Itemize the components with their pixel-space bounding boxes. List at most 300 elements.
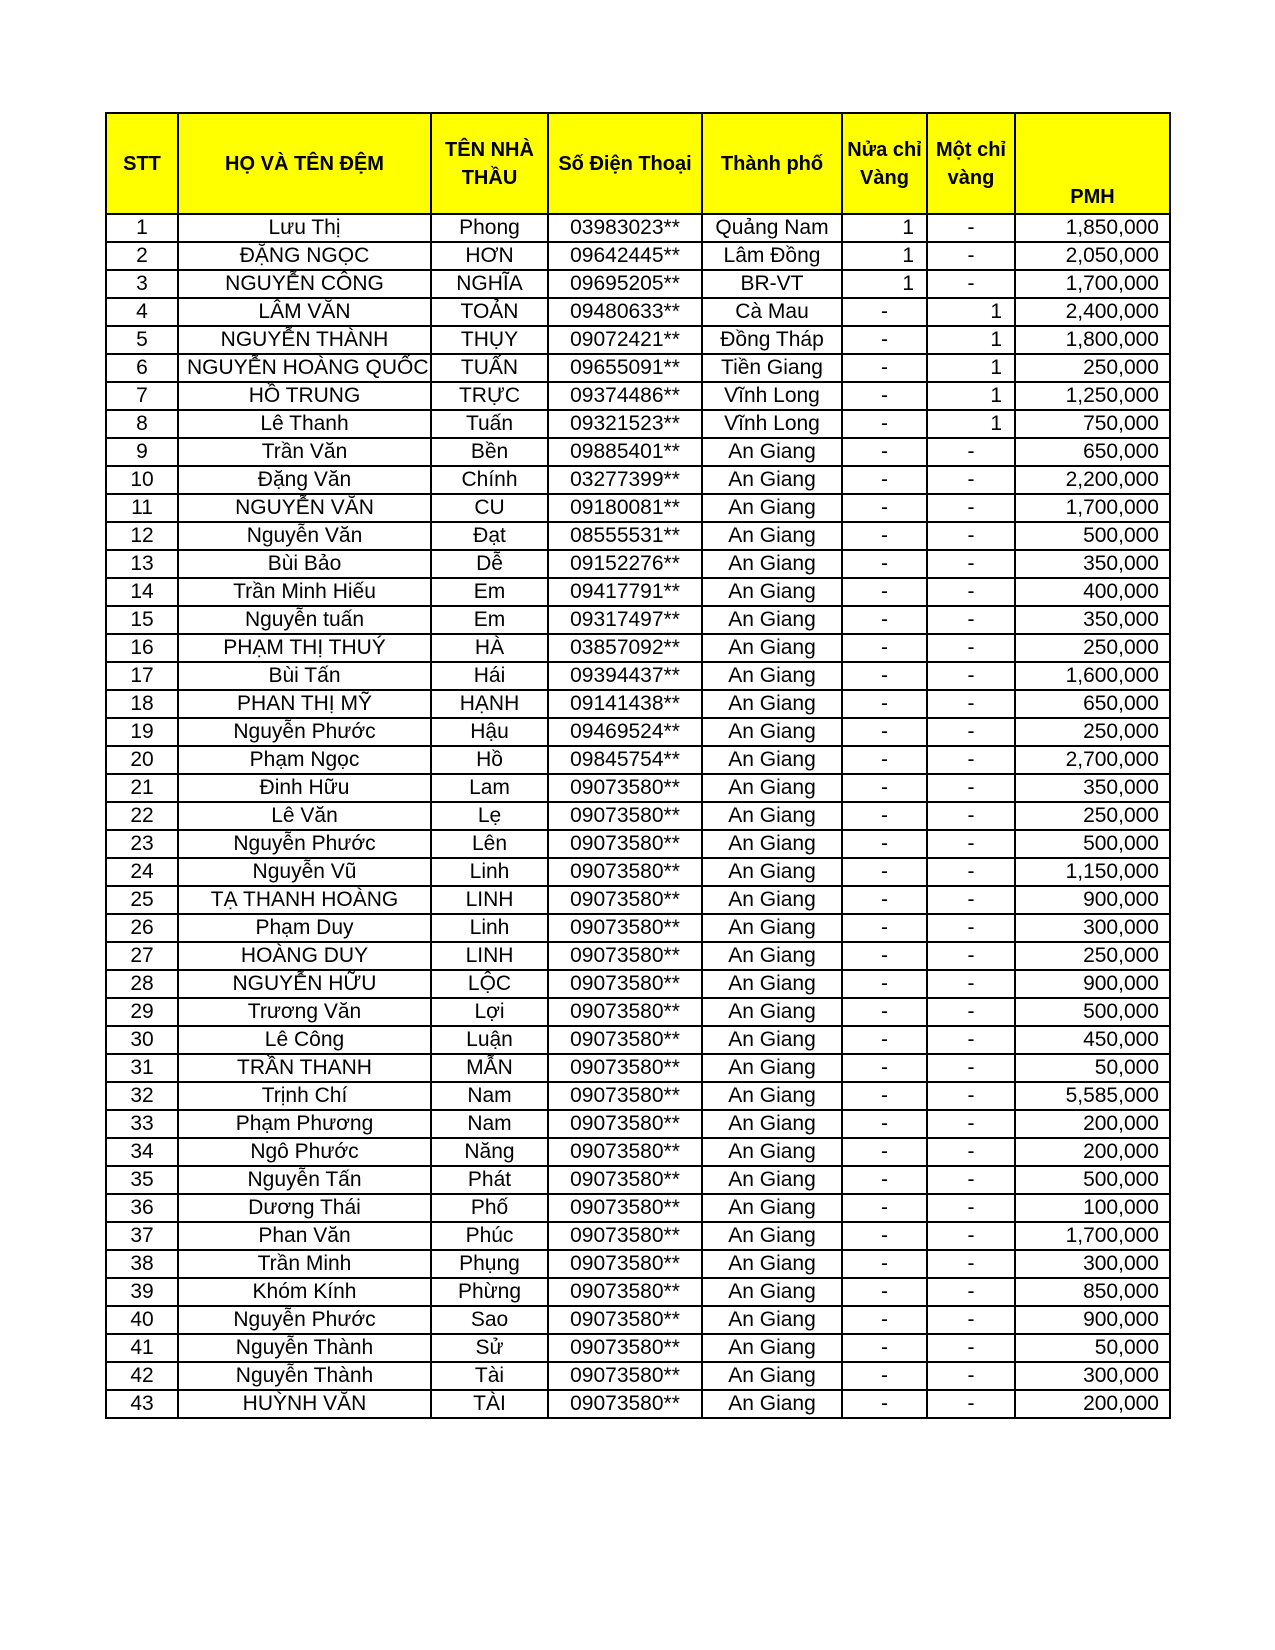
- cell-contractor: Linh: [431, 858, 548, 886]
- cell-half-gold: -: [842, 1306, 927, 1334]
- cell-one-gold: -: [927, 522, 1015, 550]
- cell-phone: 09885401**: [548, 438, 702, 466]
- cell-stt: 27: [106, 942, 178, 970]
- cell-half-gold: -: [842, 438, 927, 466]
- cell-city: An Giang: [702, 1082, 842, 1110]
- cell-half-gold: -: [842, 1026, 927, 1054]
- cell-phone: 09321523**: [548, 410, 702, 438]
- cell-name: Khóm Kính: [178, 1278, 431, 1306]
- cell-pmh: 2,700,000: [1015, 746, 1170, 774]
- table-row: [106, 578, 1170, 606]
- cell-city: An Giang: [702, 438, 842, 466]
- cell-pmh: 300,000: [1015, 1362, 1170, 1390]
- cell-contractor: Em: [431, 606, 548, 634]
- cell-city: An Giang: [702, 998, 842, 1026]
- cell-city: Đồng Tháp: [702, 326, 842, 354]
- cell-name: Trần Minh: [178, 1250, 431, 1278]
- cell-stt: 7: [106, 382, 178, 410]
- cell-phone: 09073580**: [548, 1278, 702, 1306]
- cell-contractor: Nam: [431, 1110, 548, 1138]
- cell-half-gold: -: [842, 1138, 927, 1166]
- cell-stt: 28: [106, 970, 178, 998]
- cell-pmh: 350,000: [1015, 550, 1170, 578]
- cell-city: An Giang: [702, 1222, 842, 1250]
- cell-pmh: 250,000: [1015, 802, 1170, 830]
- table-row: [106, 298, 1170, 326]
- table-row: [106, 858, 1170, 886]
- cell-city: An Giang: [702, 522, 842, 550]
- cell-pmh: 50,000: [1015, 1054, 1170, 1082]
- cell-half-gold: -: [842, 1362, 927, 1390]
- cell-city: An Giang: [702, 1362, 842, 1390]
- table-row: [106, 1082, 1170, 1110]
- cell-city: Cà Mau: [702, 298, 842, 326]
- cell-city: An Giang: [702, 550, 842, 578]
- table-row: [106, 830, 1170, 858]
- cell-half-gold: -: [842, 410, 927, 438]
- cell-name: PHẠM THỊ THUÝ: [178, 634, 431, 662]
- cell-phone: 09073580**: [548, 802, 702, 830]
- cell-city: An Giang: [702, 1390, 842, 1418]
- cell-half-gold: -: [842, 634, 927, 662]
- cell-city: An Giang: [702, 914, 842, 942]
- table-row: [106, 1194, 1170, 1222]
- table-row: [106, 550, 1170, 578]
- cell-contractor: Phố: [431, 1194, 548, 1222]
- cell-phone: 09073580**: [548, 858, 702, 886]
- cell-one-gold: -: [927, 1362, 1015, 1390]
- cell-contractor: Luận: [431, 1026, 548, 1054]
- table-row: [106, 438, 1170, 466]
- cell-name: Nguyễn Thành: [178, 1362, 431, 1390]
- cell-pmh: 100,000: [1015, 1194, 1170, 1222]
- cell-stt: 35: [106, 1166, 178, 1194]
- cell-one-gold: -: [927, 858, 1015, 886]
- cell-phone: 09073580**: [548, 1138, 702, 1166]
- cell-one-gold: -: [927, 634, 1015, 662]
- cell-one-gold: -: [927, 438, 1015, 466]
- cell-name: NGUYỄN VĂN: [178, 494, 431, 522]
- cell-name: Trương Văn: [178, 998, 431, 1026]
- cell-name: HUỲNH VĂN: [178, 1390, 431, 1418]
- cell-stt: 23: [106, 830, 178, 858]
- cell-contractor: Nam: [431, 1082, 548, 1110]
- cell-pmh: 1,700,000: [1015, 1222, 1170, 1250]
- cell-city: An Giang: [702, 1138, 842, 1166]
- cell-one-gold: -: [927, 802, 1015, 830]
- table-row: [106, 522, 1170, 550]
- cell-stt: 36: [106, 1194, 178, 1222]
- cell-contractor: MẪN: [431, 1054, 548, 1082]
- cell-contractor: Năng: [431, 1138, 548, 1166]
- cell-contractor: HÀ: [431, 634, 548, 662]
- cell-pmh: 500,000: [1015, 1166, 1170, 1194]
- cell-pmh: 200,000: [1015, 1390, 1170, 1418]
- cell-one-gold: -: [927, 1222, 1015, 1250]
- cell-contractor: Bền: [431, 438, 548, 466]
- cell-one-gold: -: [927, 1334, 1015, 1362]
- cell-one-gold: -: [927, 270, 1015, 298]
- cell-name: Trần Văn: [178, 438, 431, 466]
- cell-pmh: 250,000: [1015, 942, 1170, 970]
- cell-contractor: NGHĨA: [431, 270, 548, 298]
- cell-stt: 32: [106, 1082, 178, 1110]
- cell-city: Lâm Đồng: [702, 242, 842, 270]
- cell-stt: 17: [106, 662, 178, 690]
- cell-name: Phạm Phương: [178, 1110, 431, 1138]
- cell-city: An Giang: [702, 662, 842, 690]
- cell-contractor: Tài: [431, 1362, 548, 1390]
- cell-name: Lê Văn: [178, 802, 431, 830]
- cell-one-gold: -: [927, 214, 1015, 242]
- cell-half-gold: -: [842, 466, 927, 494]
- cell-phone: 09655091**: [548, 354, 702, 382]
- cell-city: An Giang: [702, 942, 842, 970]
- cell-phone: 09642445**: [548, 242, 702, 270]
- cell-stt: 21: [106, 774, 178, 802]
- cell-half-gold: -: [842, 1082, 927, 1110]
- table-row: [106, 774, 1170, 802]
- header-city: Thành phố: [702, 113, 842, 214]
- cell-name: Trịnh Chí: [178, 1082, 431, 1110]
- cell-phone: 09073580**: [548, 774, 702, 802]
- cell-name: Lưu Thị: [178, 214, 431, 242]
- cell-phone: 03857092**: [548, 634, 702, 662]
- cell-contractor: HƠN: [431, 242, 548, 270]
- table-row: [106, 242, 1170, 270]
- cell-pmh: 650,000: [1015, 690, 1170, 718]
- cell-half-gold: -: [842, 662, 927, 690]
- table-row: [106, 1278, 1170, 1306]
- cell-one-gold: -: [927, 1026, 1015, 1054]
- cell-name: Phan Văn: [178, 1222, 431, 1250]
- cell-half-gold: 1: [842, 270, 927, 298]
- cell-phone: 09141438**: [548, 690, 702, 718]
- cell-name: Nguyễn Vũ: [178, 858, 431, 886]
- cell-one-gold: -: [927, 466, 1015, 494]
- cell-pmh: 450,000: [1015, 1026, 1170, 1054]
- cell-phone: 09073580**: [548, 970, 702, 998]
- cell-name: Nguyễn Tấn: [178, 1166, 431, 1194]
- cell-half-gold: -: [842, 942, 927, 970]
- cell-stt: 13: [106, 550, 178, 578]
- cell-phone: 09374486**: [548, 382, 702, 410]
- cell-half-gold: -: [842, 1222, 927, 1250]
- cell-contractor: Tuấn: [431, 410, 548, 438]
- cell-half-gold: -: [842, 774, 927, 802]
- cell-phone: 09073580**: [548, 998, 702, 1026]
- cell-phone: 09073580**: [548, 830, 702, 858]
- cell-pmh: 1,150,000: [1015, 858, 1170, 886]
- table-row: [106, 914, 1170, 942]
- cell-contractor: Sao: [431, 1306, 548, 1334]
- header-phone: Số Điện Thoại: [548, 113, 702, 214]
- cell-name: Dương Thái: [178, 1194, 431, 1222]
- cell-pmh: 2,200,000: [1015, 466, 1170, 494]
- cell-city: Quảng Nam: [702, 214, 842, 242]
- table-row: [106, 970, 1170, 998]
- cell-one-gold: -: [927, 970, 1015, 998]
- cell-pmh: 900,000: [1015, 1306, 1170, 1334]
- cell-city: Tiền Giang: [702, 354, 842, 382]
- cell-name: ĐẶNG NGỌC: [178, 242, 431, 270]
- table-row: [106, 1026, 1170, 1054]
- cell-contractor: Phừng: [431, 1278, 548, 1306]
- cell-pmh: 1,600,000: [1015, 662, 1170, 690]
- table-row: [106, 466, 1170, 494]
- cell-pmh: 300,000: [1015, 1250, 1170, 1278]
- cell-stt: 16: [106, 634, 178, 662]
- cell-one-gold: -: [927, 1054, 1015, 1082]
- cell-one-gold: -: [927, 662, 1015, 690]
- cell-half-gold: -: [842, 1194, 927, 1222]
- cell-stt: 42: [106, 1362, 178, 1390]
- cell-one-gold: -: [927, 998, 1015, 1026]
- cell-phone: 09417791**: [548, 578, 702, 606]
- cell-stt: 26: [106, 914, 178, 942]
- cell-contractor: Phúc: [431, 1222, 548, 1250]
- cell-half-gold: -: [842, 914, 927, 942]
- cell-name: NGUYỄN HOÀNG QUỐC: [178, 354, 431, 382]
- cell-stt: 3: [106, 270, 178, 298]
- cell-name: Nguyễn tuấn: [178, 606, 431, 634]
- cell-name: Lê Thanh: [178, 410, 431, 438]
- cell-city: An Giang: [702, 858, 842, 886]
- cell-phone: 09073580**: [548, 1334, 702, 1362]
- cell-name: Lê Công: [178, 1026, 431, 1054]
- cell-phone: 09073580**: [548, 942, 702, 970]
- cell-phone: 09394437**: [548, 662, 702, 690]
- cell-name: Đinh Hữu: [178, 774, 431, 802]
- cell-half-gold: -: [842, 1110, 927, 1138]
- cell-phone: 03277399**: [548, 466, 702, 494]
- cell-city: An Giang: [702, 1334, 842, 1362]
- cell-stt: 31: [106, 1054, 178, 1082]
- cell-phone: 09073580**: [548, 1110, 702, 1138]
- table-row: [106, 1250, 1170, 1278]
- table-row: [106, 410, 1170, 438]
- cell-city: An Giang: [702, 1194, 842, 1222]
- table-row: [106, 214, 1170, 242]
- cell-half-gold: -: [842, 998, 927, 1026]
- table-row: [106, 382, 1170, 410]
- cell-one-gold: -: [927, 1278, 1015, 1306]
- cell-pmh: 750,000: [1015, 410, 1170, 438]
- cell-half-gold: -: [842, 606, 927, 634]
- cell-contractor: TUẤN: [431, 354, 548, 382]
- cell-city: An Giang: [702, 802, 842, 830]
- cell-stt: 1: [106, 214, 178, 242]
- cell-city: An Giang: [702, 1054, 842, 1082]
- header-stt: STT: [106, 113, 178, 214]
- cell-one-gold: 1: [927, 382, 1015, 410]
- table-row: [106, 998, 1170, 1026]
- cell-half-gold: -: [842, 830, 927, 858]
- cell-phone: 09072421**: [548, 326, 702, 354]
- cell-contractor: Chính: [431, 466, 548, 494]
- cell-city: Vĩnh Long: [702, 382, 842, 410]
- header-half-gold: Nửa chỉ Vàng: [842, 113, 927, 214]
- cell-stt: 9: [106, 438, 178, 466]
- cell-contractor: Phát: [431, 1166, 548, 1194]
- cell-one-gold: -: [927, 1306, 1015, 1334]
- table-row: [106, 270, 1170, 298]
- cell-city: An Giang: [702, 746, 842, 774]
- cell-one-gold: -: [927, 494, 1015, 522]
- cell-stt: 12: [106, 522, 178, 550]
- cell-contractor: LỘC: [431, 970, 548, 998]
- cell-phone: 09073580**: [548, 1166, 702, 1194]
- cell-name: TRẦN THANH: [178, 1054, 431, 1082]
- cell-city: An Giang: [702, 830, 842, 858]
- cell-stt: 30: [106, 1026, 178, 1054]
- cell-phone: 09073580**: [548, 1082, 702, 1110]
- cell-one-gold: -: [927, 774, 1015, 802]
- cell-one-gold: -: [927, 886, 1015, 914]
- cell-half-gold: -: [842, 298, 927, 326]
- cell-half-gold: 1: [842, 242, 927, 270]
- cell-one-gold: -: [927, 914, 1015, 942]
- cell-pmh: 2,400,000: [1015, 298, 1170, 326]
- cell-phone: 03983023**: [548, 214, 702, 242]
- table-row: [106, 494, 1170, 522]
- cell-contractor: TRỰC: [431, 382, 548, 410]
- cell-phone: 09845754**: [548, 746, 702, 774]
- cell-stt: 20: [106, 746, 178, 774]
- cell-one-gold: -: [927, 718, 1015, 746]
- header-one-gold: Một chỉ vàng: [927, 113, 1015, 214]
- table-row: [106, 606, 1170, 634]
- cell-city: An Giang: [702, 1250, 842, 1278]
- cell-stt: 39: [106, 1278, 178, 1306]
- cell-half-gold: -: [842, 578, 927, 606]
- cell-half-gold: -: [842, 690, 927, 718]
- cell-city: An Giang: [702, 690, 842, 718]
- cell-pmh: 1,700,000: [1015, 494, 1170, 522]
- cell-stt: 10: [106, 466, 178, 494]
- table-row: [106, 1054, 1170, 1082]
- cell-pmh: 2,050,000: [1015, 242, 1170, 270]
- cell-name: LÂM VĂN: [178, 298, 431, 326]
- cell-stt: 22: [106, 802, 178, 830]
- cell-name: Đặng Văn: [178, 466, 431, 494]
- cell-stt: 15: [106, 606, 178, 634]
- cell-phone: 09073580**: [548, 1250, 702, 1278]
- cell-stt: 40: [106, 1306, 178, 1334]
- cell-half-gold: -: [842, 1334, 927, 1362]
- cell-stt: 37: [106, 1222, 178, 1250]
- cell-half-gold: -: [842, 1166, 927, 1194]
- cell-one-gold: -: [927, 1138, 1015, 1166]
- cell-phone: 09695205**: [548, 270, 702, 298]
- cell-contractor: Lam: [431, 774, 548, 802]
- cell-one-gold: -: [927, 578, 1015, 606]
- winners-table: [105, 112, 1171, 1419]
- cell-contractor: Hái: [431, 662, 548, 690]
- cell-stt: 6: [106, 354, 178, 382]
- cell-one-gold: -: [927, 242, 1015, 270]
- cell-one-gold: 1: [927, 410, 1015, 438]
- cell-half-gold: -: [842, 970, 927, 998]
- table-row: [106, 634, 1170, 662]
- cell-city: An Giang: [702, 1110, 842, 1138]
- header-contractor: TÊN NHÀ THẦU: [431, 113, 548, 214]
- cell-one-gold: 1: [927, 354, 1015, 382]
- cell-city: An Giang: [702, 578, 842, 606]
- cell-city: An Giang: [702, 606, 842, 634]
- cell-pmh: 250,000: [1015, 634, 1170, 662]
- cell-one-gold: -: [927, 550, 1015, 578]
- cell-pmh: 500,000: [1015, 830, 1170, 858]
- table-row: [106, 326, 1170, 354]
- cell-contractor: Lẹ: [431, 802, 548, 830]
- cell-one-gold: -: [927, 1250, 1015, 1278]
- cell-city: An Giang: [702, 718, 842, 746]
- header-pmh: PMH: [1015, 113, 1170, 214]
- cell-stt: 38: [106, 1250, 178, 1278]
- cell-stt: 43: [106, 1390, 178, 1418]
- cell-phone: 08555531**: [548, 522, 702, 550]
- cell-pmh: 250,000: [1015, 354, 1170, 382]
- cell-contractor: TOẢN: [431, 298, 548, 326]
- cell-contractor: Hậu: [431, 718, 548, 746]
- cell-stt: 2: [106, 242, 178, 270]
- header-row: [106, 113, 1170, 214]
- cell-pmh: 300,000: [1015, 914, 1170, 942]
- cell-phone: 09152276**: [548, 550, 702, 578]
- cell-half-gold: -: [842, 1390, 927, 1418]
- cell-stt: 4: [106, 298, 178, 326]
- cell-stt: 18: [106, 690, 178, 718]
- cell-one-gold: -: [927, 1166, 1015, 1194]
- cell-phone: 09073580**: [548, 1222, 702, 1250]
- cell-phone: 09073580**: [548, 886, 702, 914]
- cell-city: Vĩnh Long: [702, 410, 842, 438]
- cell-name: NGUYỄN THÀNH: [178, 326, 431, 354]
- cell-city: An Giang: [702, 494, 842, 522]
- cell-contractor: TÀI: [431, 1390, 548, 1418]
- cell-one-gold: -: [927, 690, 1015, 718]
- cell-name: NGUYỄN HỮU: [178, 970, 431, 998]
- table-row: [106, 354, 1170, 382]
- cell-name: HỒ TRUNG: [178, 382, 431, 410]
- cell-pmh: 350,000: [1015, 606, 1170, 634]
- cell-half-gold: 1: [842, 214, 927, 242]
- table-row: [106, 1362, 1170, 1390]
- table-row: [106, 1222, 1170, 1250]
- cell-stt: 24: [106, 858, 178, 886]
- cell-name: NGUYỄN CÔNG: [178, 270, 431, 298]
- table-row: [106, 1390, 1170, 1418]
- cell-contractor: Đạt: [431, 522, 548, 550]
- cell-stt: 14: [106, 578, 178, 606]
- cell-name: Ngô Phước: [178, 1138, 431, 1166]
- cell-half-gold: -: [842, 802, 927, 830]
- cell-name: TẠ THANH HOÀNG: [178, 886, 431, 914]
- cell-name: Nguyễn Phước: [178, 718, 431, 746]
- header-name: HỌ VÀ TÊN ĐỆM: [178, 113, 431, 214]
- cell-contractor: CU: [431, 494, 548, 522]
- cell-pmh: 850,000: [1015, 1278, 1170, 1306]
- cell-pmh: 1,850,000: [1015, 214, 1170, 242]
- cell-pmh: 400,000: [1015, 578, 1170, 606]
- cell-pmh: 900,000: [1015, 970, 1170, 998]
- cell-contractor: Lợi: [431, 998, 548, 1026]
- cell-pmh: 50,000: [1015, 1334, 1170, 1362]
- cell-pmh: 5,585,000: [1015, 1082, 1170, 1110]
- cell-pmh: 1,700,000: [1015, 270, 1170, 298]
- cell-contractor: LINH: [431, 942, 548, 970]
